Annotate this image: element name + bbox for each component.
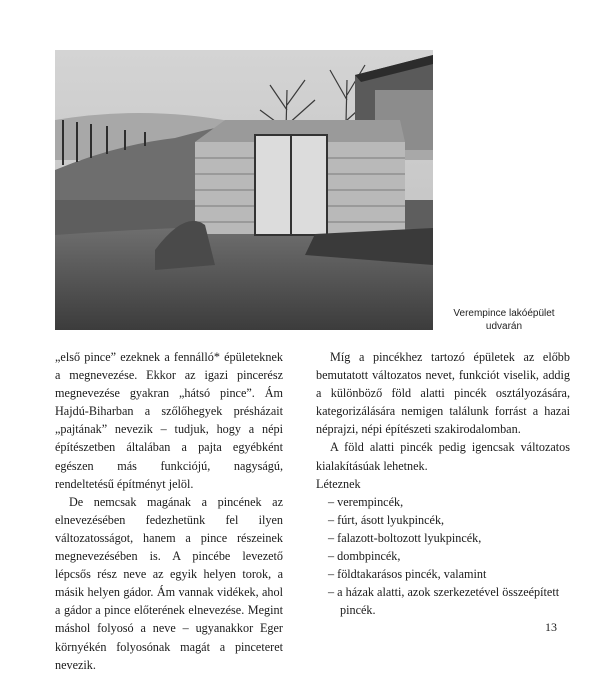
paragraph: De nemcsak magának a pincének az elnevezésében fedezhetünk fel ilyen változatosságot, hanem a pince részeinek megnevezésében is. A pincébe levezető lépcsős rész neve az egyik helyen torok, a másik helyen gádor. Ám vannak vidékek, ahol a gádor a pince előterének elnevezése. Megint máshol folyosó a neve – ugyanakkor Eger környékén folyosónak magát a pinceteret nevezik. xyxy=(55,494,283,672)
right-column xyxy=(316,348,570,619)
caption-line-1: Verempince lakóépület xyxy=(453,308,555,319)
paragraph: A föld alatti pincék pedig igencsak változatos kialakításúak lehetnek. xyxy=(316,440,570,473)
list-item: – földtakarásos pincék, valamint xyxy=(328,567,487,582)
left-column xyxy=(55,348,283,674)
list-item: – dombpincék, xyxy=(328,549,401,564)
cellar-type-list xyxy=(316,493,570,620)
photo-caption xyxy=(438,307,570,333)
list-item: – falazott-boltozott lyukpincék, xyxy=(328,530,482,545)
list-intro: Léteznek xyxy=(316,476,361,491)
caption-line-2: udvarán xyxy=(485,321,523,332)
page-number: 13 xyxy=(545,620,557,634)
list-item: – a házak alatti, azok szerkezetével összeépített pincék. xyxy=(328,585,560,618)
cellar-photo xyxy=(55,50,433,330)
paragraph: „első pince” ezeknek a fennálló* épületeknek a megnevezése. Ekkor az igazi pincerész megnevezése gyakran „hátsó pince”. Ám Hajdú-Biharban a szőlőhegyek présházait „pajtának” nevezik – tudjuk, hogy a népi építészetben általában a pajta egyébként egészen más funkciójú, nagyságú, rendeltetésű építményt jelöl. xyxy=(55,350,283,491)
list-item: – verempincék, xyxy=(328,494,404,509)
paragraph: Míg a pincékhez tartozó épületek az előbb bemutatott változatos nevet, funkciót viselik, addig a különböző föld alatti pincék osztályozására, kategorizálására nemigen találunk forrást a hazai néprajzi, népi építészeti szakirodalomban. xyxy=(316,350,570,437)
photo-vineyard-cellar-building-icon xyxy=(55,50,433,330)
list-item: – fúrt, ásott lyukpincék, xyxy=(328,512,445,527)
